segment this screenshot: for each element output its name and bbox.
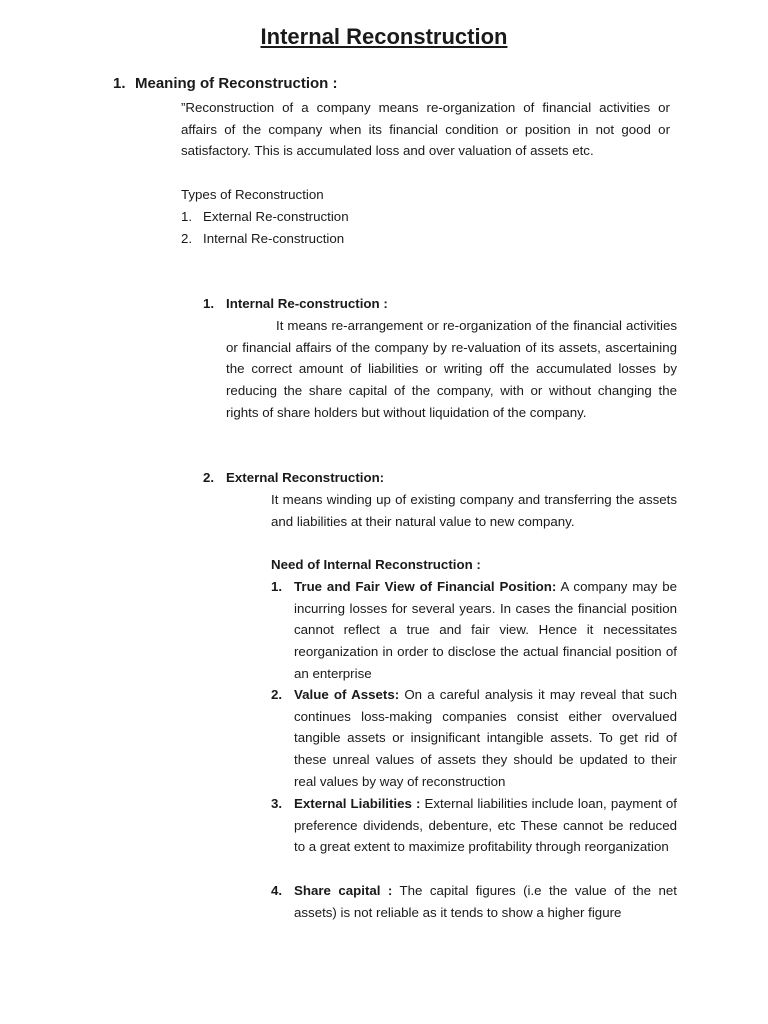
need-item-4-body [294, 880, 677, 923]
need-item-1-text: A company may be incurring losses for several years. In cases the financial position cannot reflect a true and fair view. Hence it necessitates reorganization in order to disclose the actual financial position of an enterprise [294, 579, 677, 681]
types-item-2 [181, 228, 344, 250]
need-heading: Need of Internal Reconstruction : [271, 557, 481, 572]
need-item-1 [271, 576, 677, 685]
need-item-3-text: External liabilities include loan, payment of preference dividends, debenture, etc These cannot be reduced to a great extent to maximize profitability through reorganization [294, 796, 677, 855]
internal-paragraph: It means re-arrangement or re-organization of the financial activities or financial affairs of the company by re-valuation of its assets, ascertaining the correct amount of liabilities or writing off the accumulated losses by reducing the share capital of the company, with or without changing the rights of share holders but without liquidation of the company. [226, 318, 677, 420]
external-paragraph: It means winding up of existing company and transferring the assets and liabilities at their natural value to new company. [271, 492, 677, 529]
need-item-1-body [294, 576, 677, 685]
need-item-2-body [294, 684, 677, 793]
need-item-2 [271, 684, 677, 793]
types-item-1-number: 1. [181, 209, 193, 224]
need-item-4-title: Share capital : [294, 883, 393, 898]
need-item-2-number: 2. [271, 687, 283, 702]
types-item-2-number: 2. [181, 231, 193, 246]
need-item-1-title: True and Fair View of Financial Position: [294, 579, 557, 594]
need-item-4 [271, 880, 677, 923]
need-item-4-number: 4. [271, 883, 283, 898]
page-title: Internal Reconstruction [260, 24, 508, 49]
need-item-2-text: On a careful analysis it may reveal that such continues loss-making companies consist either overvalued tangible assets or insignificant intangible assets. To get rid of these unreal values of assets they should be updated to their real values by way of reconstruction [294, 687, 677, 789]
external-heading-text: External Reconstruction: [226, 470, 385, 485]
need-item-1-number: 1. [271, 579, 283, 594]
need-item-3 [271, 793, 677, 858]
types-label: Types of Reconstruction [181, 187, 324, 202]
meaning-heading-text: Meaning of Reconstruction : [135, 75, 338, 92]
need-item-3-body [294, 793, 677, 858]
meaning-heading [113, 75, 338, 92]
meaning-number: 1. [113, 75, 126, 92]
need-item-4-text: The capital figures (i.e the value of the net assets) is not reliable as it tends to show a higher figure [294, 883, 677, 920]
internal-heading [203, 293, 388, 315]
need-item-3-number: 3. [271, 796, 283, 811]
external-heading [203, 467, 384, 489]
types-item-1-text: External Re-construction [203, 209, 349, 224]
external-number: 2. [203, 470, 215, 485]
internal-number: 1. [203, 296, 215, 311]
types-item-2-text: Internal Re-construction [203, 231, 345, 246]
need-item-2-title: Value of Assets: [294, 687, 400, 702]
types-item-1 [181, 206, 349, 228]
need-item-3-title: External Liabilities : [294, 796, 421, 811]
meaning-paragraph: ”Reconstruction of a company means re-organization of financial activities or affairs of the company when its financial condition or position in not good or satisfactory. This is accumulated loss and over valuation of assets etc. [181, 100, 670, 159]
internal-heading-text: Internal Re-construction : [226, 296, 388, 311]
